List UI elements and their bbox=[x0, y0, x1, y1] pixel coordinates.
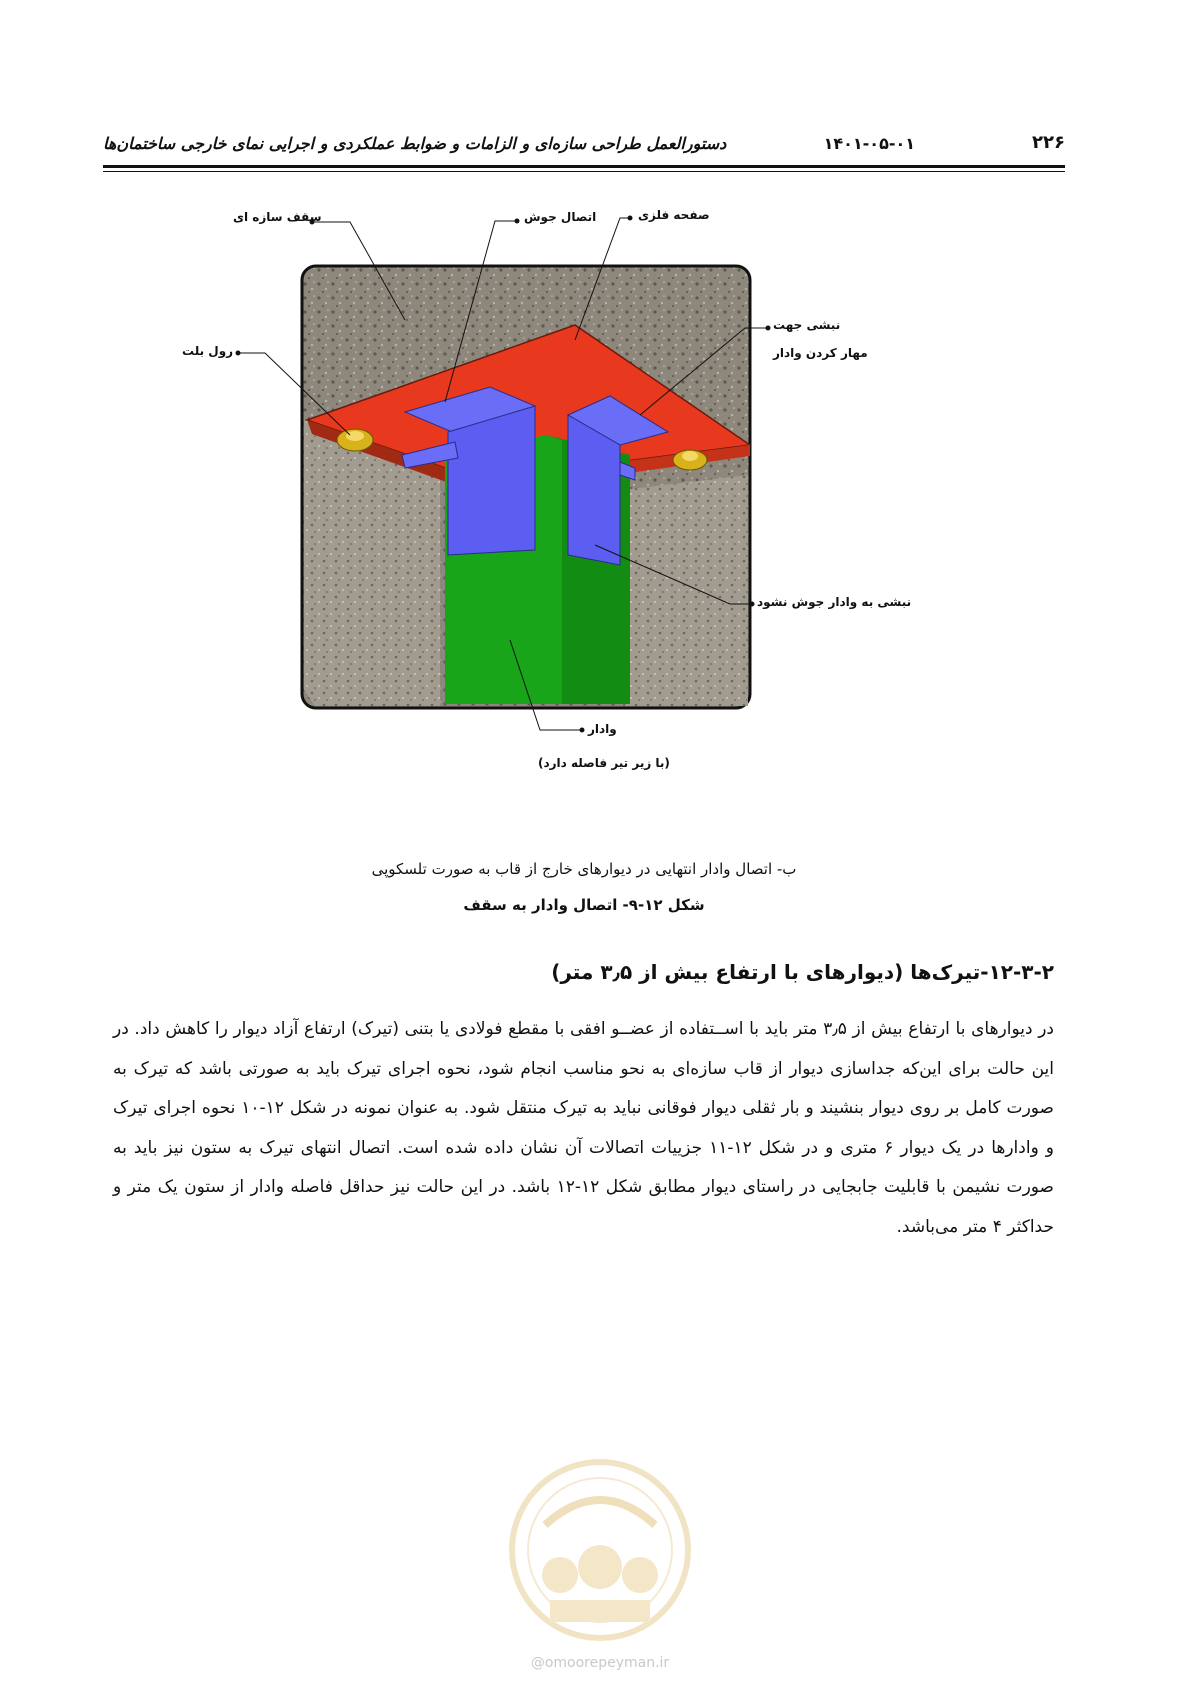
label-angle-brace-1: نبشی جهت bbox=[773, 318, 841, 332]
figure-subcaption: ب- اتصال وادار انتهایی در دیوارهای خارج از قاب به صورت تلسکوپی bbox=[371, 860, 797, 878]
watermark-logo bbox=[505, 1455, 695, 1665]
angle-web-left bbox=[448, 406, 535, 555]
figure-caption: شکل ۱۲-۹- اتصال وادار به سقف bbox=[463, 896, 705, 914]
label-angle-brace-2: مهار کردن وادار bbox=[773, 346, 868, 360]
watermark-seal-icon bbox=[505, 1455, 695, 1665]
label-angle-no-weld: نبشی به وادار جوش نشود bbox=[757, 595, 912, 609]
header-rule-thin bbox=[103, 171, 1065, 172]
label-ceiling: سقف سازه ای bbox=[233, 210, 322, 224]
header-title: دستورالعمل طراحی سازه‌ای و الزامات و ضوابط عملکردی و اجرایی نمای خارجی ساختمان‌ها bbox=[103, 134, 727, 153]
header-rule-thick bbox=[103, 165, 1065, 168]
body-paragraph: در دیوارهای با ارتفاع بیش از ۳٫۵ متر باید با اســتفاده از عضــو افقی با مقطع فولادی یا بتنی (تیرک) ارتفاع آزاد دیوار را کاهش داد. در این حالت برای این‌که جداسازی دیوار از قاب سازه‌ای به نحو مناسب انجام شود، نحوه اجرای تیرک باید به صورتی باشد که تیرک به صورت کامل بر روی دیوار بنشیند و بار ثقلی دیوار فوقانی نباید به تیرک منتقل شود. به عنوان نمونه در شکل ۱۲-۱۰ نحوه اجرای تیرک و وادارها در یک دیوار ۶ متری و در شکل ۱۲-۱۱ جزییات اتصالات آن نشان داده شده است. اتصال انتهای تیرک به ستون نیز باید به صورت نشیمن با قابلیت جابجایی در راستای دیوار مطابق شکل ۱۲-۱۲ باشد. در این حالت نیز حداقل فاصله وادار از ستون یک متر و حداکثر ۴ متر می‌باشد. bbox=[113, 1019, 1054, 1237]
page-header bbox=[103, 124, 1065, 164]
label-weld: اتصال جوش bbox=[524, 210, 597, 224]
label-stud-gap: (با زیر تیر فاصله دارد) bbox=[538, 756, 670, 770]
page-number: ۲۲۶ bbox=[1032, 132, 1065, 153]
figure-illustration bbox=[190, 210, 990, 840]
header-date: ۱۴۰۱-۰۵-۰۱ bbox=[823, 134, 915, 153]
concrete-wall-right bbox=[622, 475, 748, 706]
label-bolt: رول بلت bbox=[182, 344, 234, 358]
section-heading: ۱۲-۳-۲-تیرک‌ها (دیوارهای با ارتفاع بیش از ۳٫۵ متر) bbox=[551, 960, 1054, 984]
label-stud: وادار bbox=[588, 722, 617, 736]
bolt-right bbox=[673, 450, 707, 470]
watermark-text: @omoorepeyman.ir bbox=[530, 1655, 670, 1671]
figure-stud-ceiling-connection bbox=[182, 208, 990, 840]
bolt-left bbox=[337, 429, 373, 451]
label-plate: صفحه فلزی bbox=[638, 208, 710, 222]
